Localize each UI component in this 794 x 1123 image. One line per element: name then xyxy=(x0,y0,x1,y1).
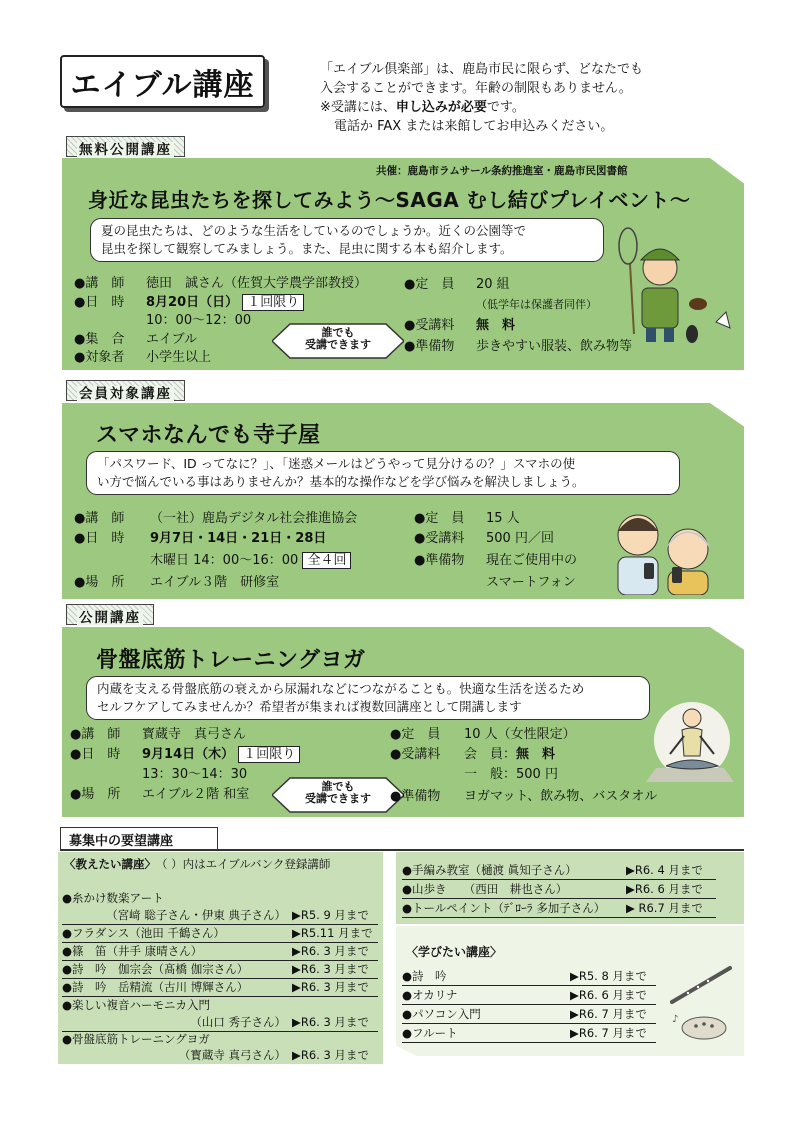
section2-instructor-row xyxy=(74,510,357,528)
section3-fee-row xyxy=(390,746,555,764)
section3-time: 13：30～14：30 xyxy=(142,767,248,782)
section1-bubble-line-2: 昆虫を探して観察してみましょう。また、昆虫に関する本も紹介します。 xyxy=(101,241,513,256)
teach-right-item-3-name: ●トールペイント（ﾃﾞﾛｰﾗ 多加子さん） xyxy=(402,901,606,915)
section1-capacity-note: （低学年は保護者同伴） xyxy=(476,298,597,311)
section3-fee-label: ●受講料 xyxy=(390,747,441,762)
section3-capacity: 10 人（女性限定） xyxy=(464,727,576,742)
section3-instructor-label: ●講 師 xyxy=(70,727,121,742)
section3-title: 骨盤底筋トレーニングヨガ xyxy=(96,648,366,673)
intro-line-2: 入会することができます。年齢の制限もありません。 xyxy=(320,81,632,96)
section1-items: 歩きやすい服装、飲み物等 xyxy=(476,339,633,354)
section3-items-label: ●準備物 xyxy=(390,789,441,804)
section1-capacity-label: ●定 員 xyxy=(404,277,455,292)
teach-item-3 xyxy=(62,943,378,961)
intro-note-suffix: です。 xyxy=(486,100,525,115)
smartphone-users-illustration xyxy=(610,505,720,595)
learn-item-4 xyxy=(402,1025,656,1043)
section1-fee-row xyxy=(404,317,515,335)
teach-item-2-name: ●フラダンス（池田 千鶴さん） xyxy=(62,926,225,940)
section3-items: ヨガマット、飲み物、バスタオル xyxy=(464,789,658,804)
teach-item-1-who: （宮﨑 聡子さん・伊東 典子さん） xyxy=(106,908,286,922)
learn-item-2-name: ●オカリナ xyxy=(402,988,458,1002)
section1-date: 8月20日（日） xyxy=(146,295,239,310)
section1-items-row xyxy=(404,338,632,356)
section2-items-line-2: スマートフォン xyxy=(486,575,576,590)
section1-place: エイブル xyxy=(146,332,198,347)
section2-time-row xyxy=(150,552,351,570)
section1-bubble-line-1: 夏の昆虫たちは、どのような生活をしているのでしょうか。近くの公園等で xyxy=(101,223,527,238)
section1-target-row xyxy=(74,349,211,367)
teach-note: （ ）内はエイブルバンク登録講師 xyxy=(161,857,331,871)
section3-badge xyxy=(292,781,384,805)
section1-title: 身近な昆虫たちを探してみよう～SAGA むし結びプレイベント～ xyxy=(88,188,691,212)
teach-item-1-until: ▶R5. 9 月まで xyxy=(292,908,369,922)
learn-item-4-name: ●フルート xyxy=(402,1026,458,1040)
teach-item-3-until: ▶R6. 3 月まで xyxy=(292,944,369,958)
intro-text xyxy=(320,60,643,136)
learn-item-1-until: ▶R5. 8 月まで xyxy=(570,969,647,983)
section-tag-public xyxy=(66,604,154,625)
section1-badge-line-2: 受講できます xyxy=(305,338,371,351)
section1-capacity: 20 組 xyxy=(476,277,510,292)
teach-right-item-1-until: ▶R6. 4 月まで xyxy=(626,863,703,877)
section2-place-label: ●場 所 xyxy=(74,575,125,590)
section1-fee: 無 料 xyxy=(476,318,516,333)
requests-tag: 募集中の要望講座 xyxy=(60,827,218,849)
svg-text:♪: ♪ xyxy=(672,1014,679,1025)
teach-item-6-who: （山口 秀子さん） xyxy=(190,1015,286,1029)
section2-items-line-1: 現在ご使用中の xyxy=(486,553,578,568)
section2-items-label: ●準備物 xyxy=(414,553,465,568)
section2-time-note: 全４回 xyxy=(302,552,351,569)
section3-badge-line-2: 受講できます xyxy=(305,792,371,805)
section2-place: エイブル３階 研修室 xyxy=(150,575,280,590)
section3-bubble xyxy=(86,676,650,720)
teach-item-2 xyxy=(62,925,378,943)
section1-sponsor: 共催：鹿島市ラムサール条約推進室・鹿島市民図書館 xyxy=(376,165,628,177)
section2-bubble xyxy=(86,451,680,495)
section2-fee: 500 円／回 xyxy=(486,531,554,546)
teach-item-4 xyxy=(62,961,378,979)
learn-item-3-until: ▶R6. 7 月まで xyxy=(570,1007,647,1021)
teach-item-1 xyxy=(62,890,164,907)
learn-item-4-until: ▶R6. 7 月まで xyxy=(570,1026,647,1040)
section3-place: エイブル２階 和室 xyxy=(142,787,250,802)
teach-item-4-name: ●詩 吟 伽宗会（髙橋 伽宗さん） xyxy=(62,962,249,976)
flute-ocarina-illustration xyxy=(664,962,740,1044)
teach-right-item-3 xyxy=(402,900,716,918)
section2-place-row xyxy=(74,574,279,592)
learn-item-3-name: ●パソコン入門 xyxy=(402,1007,481,1021)
section3-instructor: 寳蔵寺 真弓さん xyxy=(142,727,247,742)
section2-bubble-line-2: い方で悩んでいる事はありませんか？基本的な操作などを学び悩みを解決しましょう。 xyxy=(97,474,585,489)
section1-fee-label: ●受講料 xyxy=(404,318,455,333)
teach-header xyxy=(64,856,330,873)
section3-fee-general: 一 般：500 円 xyxy=(464,767,558,782)
learn-item-2 xyxy=(402,987,656,1005)
intro-line-1: 「エイブル倶楽部」は、鹿島市民に限らず、どなたでも xyxy=(320,62,644,77)
teach-title: 〈教えたい講座〉 xyxy=(64,857,151,871)
section2-bubble-line-1: 「パスワード、ID ってなに？」、「迷惑メールはどうやって見分けるの？」スマホの使 xyxy=(97,456,576,471)
intro-note xyxy=(320,98,643,117)
teach-item-6-until: ▶R6. 3 月まで xyxy=(292,1015,369,1029)
section1-time: 10：00～12：00 xyxy=(146,313,252,328)
intro-note-bold: 申し込みが必要 xyxy=(395,100,487,115)
section1-instructor-row xyxy=(74,275,367,293)
section1-capacity-row xyxy=(404,276,510,294)
teach-item-5 xyxy=(62,979,378,997)
teach-item-7 xyxy=(62,1031,210,1048)
section1-badge-line-1: 誰でも xyxy=(321,326,355,339)
section3-bubble-line-1: 内蔵を支える骨盤底筋の衰えから尿漏れなどにつながることも。快適な生活を送るため xyxy=(97,681,585,696)
boy-with-net-illustration xyxy=(608,224,738,354)
section3-date-note: １回限り xyxy=(238,746,300,763)
teach-right-item-2-name: ●山歩き （西田 耕也さん） xyxy=(402,882,568,896)
section3-instructor-row xyxy=(70,726,246,744)
section2-capacity-label: ●定 員 xyxy=(414,511,465,526)
section-tag-member xyxy=(66,380,185,401)
teach-right-item-3-until: ▶ R6.7 月まで xyxy=(626,901,703,915)
page-title: エイブル講座 xyxy=(60,55,265,108)
teach-item-5-until: ▶R6. 3 月まで xyxy=(292,980,369,994)
learn-item-3 xyxy=(402,1006,656,1024)
teach-right-item-2-until: ▶R6. 6 月まで xyxy=(626,882,703,896)
teach-item-2-until: ▶R5.11 月まで xyxy=(292,926,373,940)
teach-item-7-until: ▶R6. 3 月まで xyxy=(292,1048,369,1062)
section1-tag-label: 無料公開講座 xyxy=(79,142,172,158)
section3-date: 9月14日（木） xyxy=(142,747,235,762)
section1-target: 小学生以上 xyxy=(146,350,212,365)
section1-instructor: 徳田 誠さん（佐賀大学農学部教授） xyxy=(146,276,368,291)
section2-instructor: （一社）鹿島デジタル社会推進協会 xyxy=(150,511,358,526)
section3-bubble-line-2: セルフケアしてみませんか？希望者が集まれば複数回講座として開講します xyxy=(97,699,522,714)
teach-item-5-name: ●詩 吟 岳精流（古川 博輝さん） xyxy=(62,980,249,994)
teach-item-1-line xyxy=(62,907,378,925)
section3-capacity-row xyxy=(390,726,576,744)
section3-capacity-label: ●定 員 xyxy=(390,727,441,742)
teach-item-1-name: ●糸かけ数楽アート xyxy=(62,891,164,905)
section2-date: 9月7日・14日・21日・28日 xyxy=(150,531,327,546)
section1-date-note: １回限り xyxy=(242,294,304,311)
section3-items-row xyxy=(390,788,657,806)
section2-fee-label: ●受講料 xyxy=(414,531,465,546)
section2-date-row xyxy=(74,530,326,548)
teach-right-item-2 xyxy=(402,881,716,899)
teach-right-item-1 xyxy=(402,862,716,880)
section3-place-label: ●場 所 xyxy=(70,787,121,802)
teach-item-7-who: （寳蔵寺 真弓さん） xyxy=(178,1048,286,1062)
section1-badge xyxy=(292,327,384,351)
learn-item-2-until: ▶R6. 6 月まで xyxy=(570,988,647,1002)
section2-fee-row xyxy=(414,530,554,548)
teach-item-6-line xyxy=(62,1014,378,1032)
section2-date-label: ●日 時 xyxy=(74,531,125,546)
section2-time: 木曜日 14：00～16：00 xyxy=(150,553,299,568)
requests-rule xyxy=(60,849,744,851)
intro-last: 電話か FAX または来館してお申込みください。 xyxy=(334,119,614,134)
teach-item-4-until: ▶R6. 3 月まで xyxy=(292,962,369,976)
section2-title: スマホなんでも寺子屋 xyxy=(96,423,321,448)
teach-item-6 xyxy=(62,997,210,1014)
section2-tag-label: 会員対象講座 xyxy=(79,386,172,402)
section1-instructor-label: ●講 師 xyxy=(74,276,125,291)
section1-items-label: ●準備物 xyxy=(404,339,455,354)
teach-right-item-1-name: ●手編み教室（樋渡 眞知子さん） xyxy=(402,863,577,877)
section3-fee-member-value: 無 料 xyxy=(516,747,556,762)
learn-item-1-name: ●詩 吟 xyxy=(402,969,447,983)
section2-capacity-row xyxy=(414,510,520,528)
section1-bubble xyxy=(90,218,604,262)
section-tag-free xyxy=(66,136,185,157)
teach-item-6-name: ●楽しい複音ハーモニカ入門 xyxy=(62,998,211,1012)
section3-badge-line-1: 誰でも xyxy=(321,780,355,793)
learn-title: 〈学びたい講座〉 xyxy=(406,945,503,959)
section1-date-label: ●日 時 xyxy=(74,295,125,310)
learn-item-1 xyxy=(402,968,656,986)
section3-date-row xyxy=(70,746,300,764)
section2-items-row xyxy=(414,552,577,570)
section1-place-label: ●集 合 xyxy=(74,332,125,347)
section2-capacity: 15 人 xyxy=(486,511,520,526)
section3-fee-member: 会 員： xyxy=(464,747,517,762)
teach-item-3-name: ●篠 笛（井手 康晴さん） xyxy=(62,944,203,958)
section3-place-row xyxy=(70,786,249,804)
section3-date-label: ●日 時 xyxy=(70,747,121,762)
section1-target-label: ●対象者 xyxy=(74,350,125,365)
section1-date-row xyxy=(74,294,304,312)
section2-instructor-label: ●講 師 xyxy=(74,511,125,526)
yoga-woman-illustration xyxy=(640,700,740,784)
section3-tag-label: 公開講座 xyxy=(79,610,141,626)
intro-note-prefix: ※受講には、 xyxy=(320,100,396,115)
teach-item-7-name: ●骨盤底筋トレーニングヨガ xyxy=(62,1032,210,1046)
teach-item-7-line xyxy=(62,1047,378,1064)
section1-place-row xyxy=(74,331,197,349)
